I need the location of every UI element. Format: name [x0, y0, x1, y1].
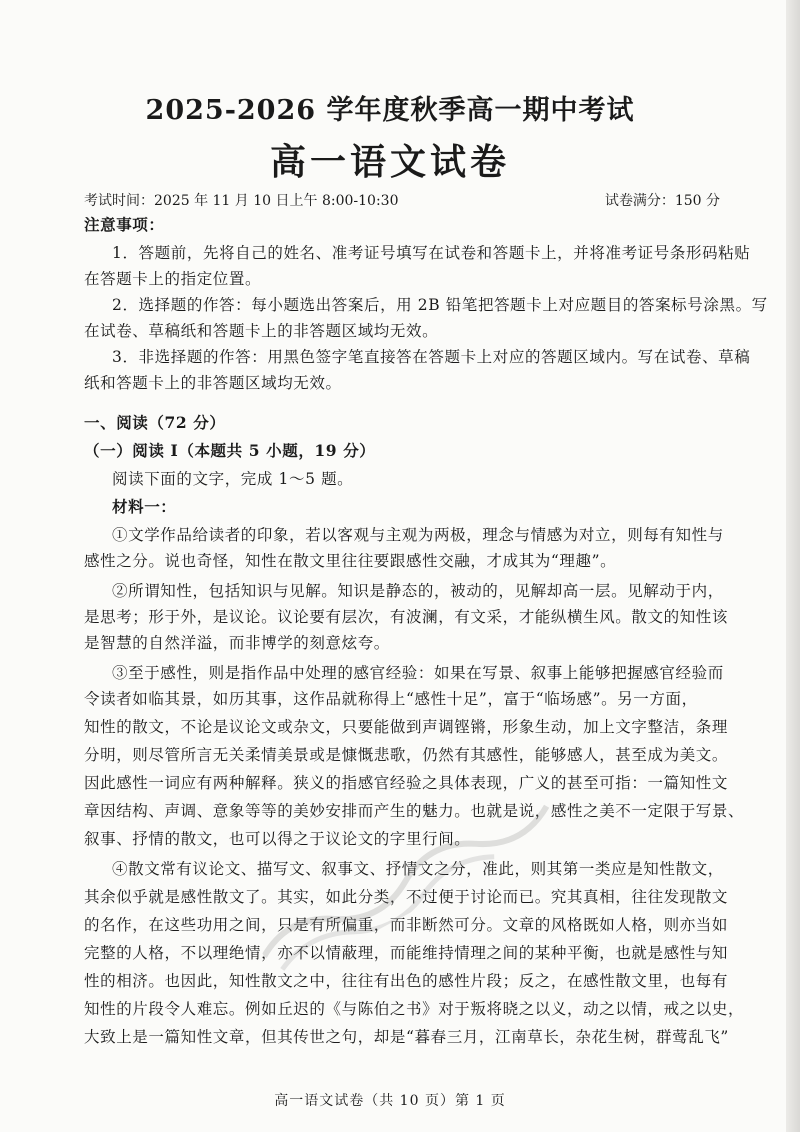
notes-line: 3．非选择题的作答：用黑色签字笔直接答在答题卡上对应的答题区域内。写在试卷、草稿 [112, 348, 751, 366]
body-line: 大致上是一篇知性文章，但其传世之句，却是“暮春三月，江南草长，杂花生树，群莺乱飞” [84, 1028, 729, 1046]
body-line: 知性的片段令人难忘。例如丘迟的《与陈伯之书》对于叛将晓之以义，动之以情，戒之以史， [84, 1000, 745, 1018]
body-line: 令读者如临其景，如历其事，这作品就称得上“感性十足”，富于“临场感”。另一方面， [84, 690, 698, 708]
body-line: ①文学作品给读者的印象，若以客观与主观为两极，理念与情感为对立，则每有知性与 [112, 526, 724, 544]
notes-line: 1．答题前，先将自己的姓名、准考证号填写在试卷和答题卡上，并将准考证号条形码粘贴 [112, 244, 751, 262]
body-line: ③至于感性，则是指作品中处理的感官经验：如果在写景、叙事上能够把握感官经验而 [112, 664, 724, 682]
exam-info-row [84, 190, 720, 210]
material-label: 材料一： [112, 497, 177, 516]
body-line: 感性之分。说也奇怪，知性在散文里往往要跟感性交融，才成其为“理趣”。 [84, 552, 617, 570]
sub-section-heading: （一）阅读 I（本题共 5 小题，19 分） [84, 441, 376, 460]
notes-heading: 注意事项： [84, 215, 165, 234]
body-line: 其余似乎就是感性散文了。其实，如此分类，不过便于讨论而已。究其真相，往往发现散文 [84, 888, 729, 906]
reading-instruction: 阅读下面的文字，完成 1～5 题。 [112, 470, 354, 488]
page-edge-shadow [786, 0, 800, 1132]
body-line: 的名作，在这些功用之间，只是有所偏重，而非断然可分。文章的风格既如人格，则亦当如 [84, 916, 729, 934]
subject-title: 高一语文试卷 [269, 141, 510, 183]
body-line: 知性的散文，不论是议论文或杂文，只要能做到声调铿锵，形象生动，加上文字整洁，条理 [84, 718, 729, 736]
body-line: 分明，则尽管所言无关柔情美景或是慷慨悲歌，仍然有其感性，能够感人，甚至成为美文。 [84, 746, 729, 764]
body-line: 因此感性一词应有两种解释。狭义的指感官经验之具体表现，广义的甚至可指：一篇知性文 [84, 774, 729, 792]
body-line: ②所谓知性，包括知识与见解。知识是静态的，被动的，见解却高一层。见解动于内， [112, 582, 724, 600]
section-heading: 一、阅读（72 分） [84, 413, 226, 432]
body-line: 是思考；形于外，是议论。议论要有层次，有波澜，有文采，才能纵横生风。散文的知性该 [84, 608, 729, 626]
body-line: 完整的人格，不以理绝情，亦不以情蔽理，而能维持情理之间的某种平衡，也就是感性与知 [84, 944, 729, 962]
notes-line: 纸和答题卡上的非答题区域均无效。 [84, 374, 342, 392]
exam-title: 2025-2026 学年度秋季高一期中考试 [145, 95, 635, 126]
notes-line: 在试卷、草稿纸和答题卡上的非答题区域均无效。 [84, 322, 439, 340]
notes-line: 2．选择题的作答：每小题选出答案后，用 2B 铅笔把答题卡上对应题目的答案标号涂黑。写 [112, 296, 768, 314]
exam-time: 考试时间：2025 年 11 月 10 日上午 8:00-10:30 [84, 193, 399, 209]
body-line: 性的相济。也因此，知性散文之中，往往有出色的感性片段；反之，在感性散文里，也每有 [84, 972, 729, 990]
body-line: 是智慧的自然洋溢，而非博学的刻意炫夸。 [84, 634, 390, 652]
body-line: 章因结构、声调、意象等等的美妙安排而产生的魅力。也就是说，感性之美不一定限于写景、 [84, 802, 745, 820]
body-line: ④散文常有议论文、描写文、叙事文、抒情文之分，准此，则其第一类应是知性散文， [112, 860, 724, 878]
notes-line: 在答题卡上的指定位置。 [84, 270, 262, 288]
full-score: 试卷满分：150 分 [604, 193, 720, 209]
page-footer: 高一语文试卷（共 10 页）第 1 页 [274, 1093, 506, 1109]
body-line: 叙事、抒情的散文，也可以得之于议论文的字里行间。 [84, 830, 471, 848]
